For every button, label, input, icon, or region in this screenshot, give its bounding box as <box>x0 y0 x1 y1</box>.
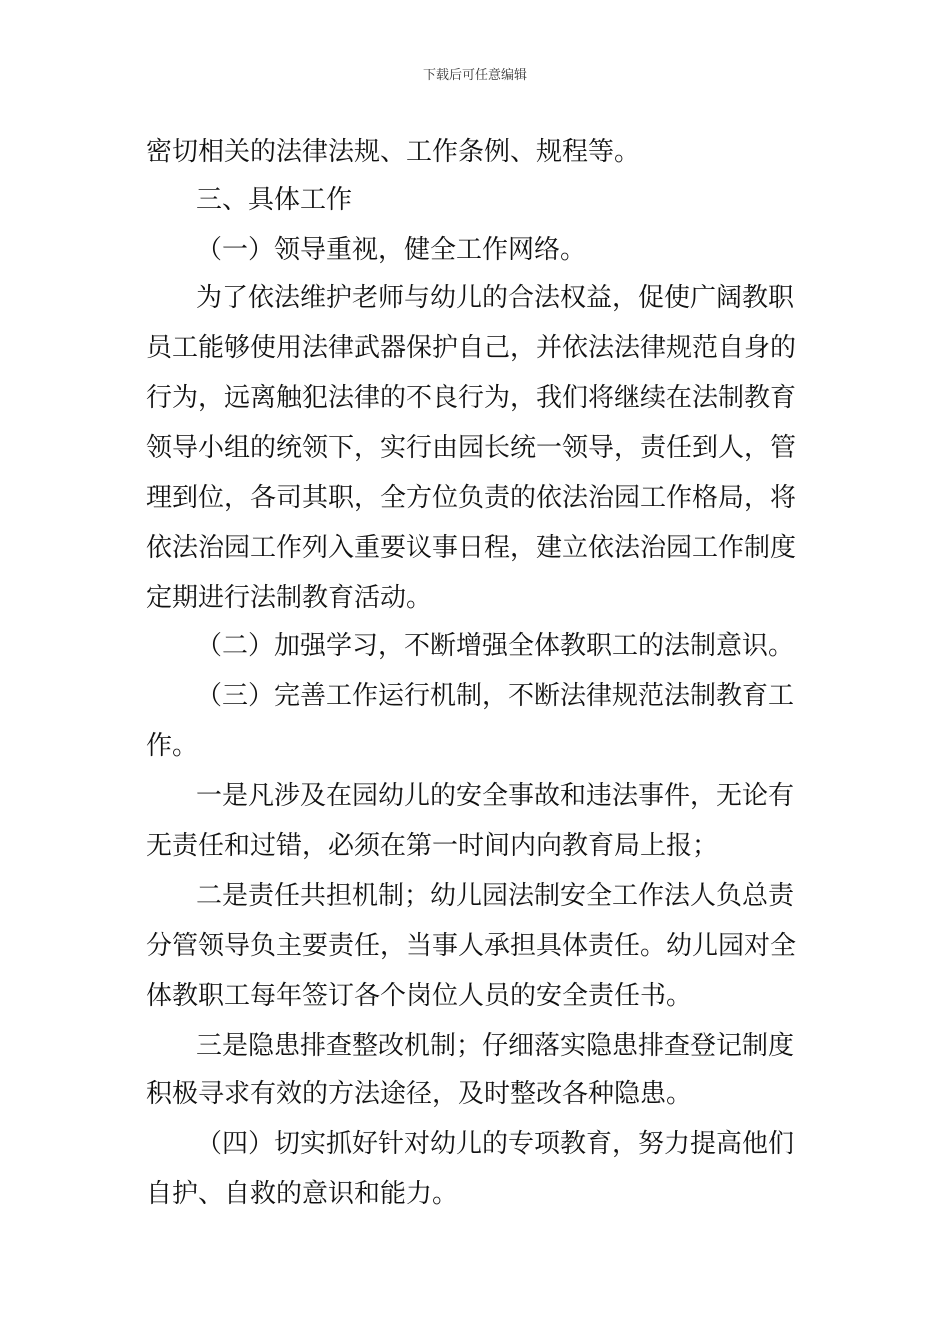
subsection-heading-1: （一）领导重视，健全工作网络。 <box>196 235 587 265</box>
page-header-note: 下载后可任意编辑 <box>422 68 527 83</box>
text-line-15: 无责任和过错，必须在第一时间内向教育局上报； <box>146 831 719 861</box>
text-line-18: 体教职工每年签订各个岗位人员的安全责任书。 <box>146 981 693 1011</box>
text-line-16: 二是责任共担机制；幼儿园法制安全工作法人负总责 <box>196 881 795 911</box>
text-line-6: 行为，远离触犯法律的不良行为，我们将继续在法制教育 <box>146 383 797 413</box>
text-line-10: 定期进行法制教育活动。 <box>146 583 433 613</box>
subsection-heading-3: （三）完善工作运行机制，不断法律规范法制教育工 <box>196 681 795 711</box>
text-line-7: 领导小组的统领下，实行由园长统一领导，责任到人，管 <box>146 433 797 463</box>
text-line-9: 依法治园工作列入重要议事日程，建立依法治园工作制度 <box>146 533 797 563</box>
text-line-22: 自护、自救的意识和能力。 <box>146 1179 459 1209</box>
text-line-14: 一是凡涉及在园幼儿的安全事故和违法事件，无论有 <box>196 781 795 811</box>
subsection-heading-4: （四）切实抓好针对幼儿的专项教育，努力提高他们 <box>196 1129 795 1159</box>
text-line-4: 为了依法维护老师与幼儿的合法权益，促使广阔教职 <box>196 283 795 313</box>
text-line-13: 作。 <box>146 731 199 761</box>
text-line-1: 密切相关的法律法规、工作条例、规程等。 <box>146 137 641 167</box>
text-line-19: 三是隐患排查整改机制；仔细落实隐患排查登记制度 <box>196 1031 795 1061</box>
subsection-heading-2: （二）加强学习，不断增强全体教职工的法制意识。 <box>196 631 795 661</box>
text-line-8: 理到位，各司其职，全方位负责的依法治园工作格局，将 <box>146 483 797 513</box>
text-line-17: 分管领导负主要责任，当事人承担具体责任。幼儿园对全 <box>146 931 797 961</box>
text-line-20: 积极寻求有效的方法途径，及时整改各种隐患。 <box>146 1079 693 1109</box>
section-heading: 三、具体工作 <box>196 185 353 215</box>
text-line-5: 员工能够使用法律武器保护自己，并依法法律规范自身的 <box>146 333 797 363</box>
